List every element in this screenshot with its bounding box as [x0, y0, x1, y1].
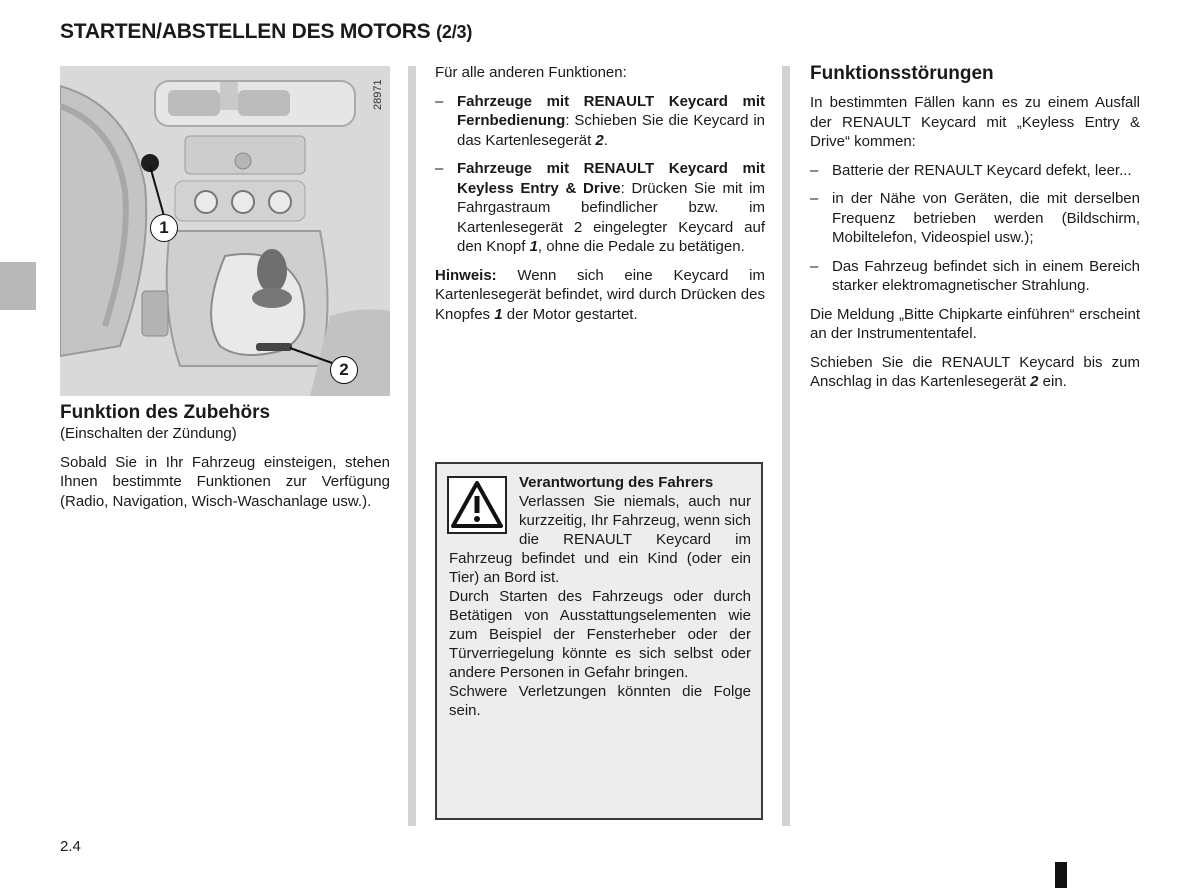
figure-ref-number: 28971 [372, 79, 384, 110]
note-end: der Motor gestartet. [502, 305, 638, 323]
page-number: 2.4 [60, 838, 81, 855]
list-dash: – [810, 257, 819, 275]
message-paragraph: Die Meldung „Bitte Chipkarte einführen“ erscheint an der Instrumententafel. [810, 305, 1140, 342]
list-item [435, 159, 765, 257]
note-button-ref: 1 [494, 305, 503, 323]
list-item [810, 189, 1140, 248]
list-item [435, 92, 765, 151]
warning-box [435, 462, 763, 820]
warning-text [449, 473, 751, 720]
remote-keycard-text: : Schieben Sie die Keycard in das Kartenlesegerät [457, 112, 765, 149]
page-corner-mark [1055, 862, 1067, 888]
malfunction-intro: In bestimmten Fällen kann es zu einem Ausfall der RENAULT Keycard mit „Keyless Entry & Drive“ kommen: [810, 94, 1140, 150]
other-functions-intro: Für alle anderen Funktionen: [435, 64, 627, 81]
page-title-text: STARTEN/ABSTELLEN DES MOTORS [60, 20, 431, 43]
list-item [810, 161, 1140, 181]
dashboard-drawing [60, 66, 390, 396]
list-item [810, 257, 1140, 296]
keyless-keycard-end: , ohne die Pedale zu betätigen. [537, 238, 745, 255]
malfunction-heading: Funktionsstörungen [810, 63, 994, 84]
card-reader-ref: 2 [595, 131, 604, 149]
insert-card-paragraph [810, 353, 1140, 392]
page-title [60, 20, 472, 44]
keyless-keycard-text: : Drücken Sie mit im Fahrgastraum befindlicher bzw. im Kartenlesegerät 2 eingelegter Keycard auf den Knopf [457, 179, 765, 255]
callout-1: 1 [150, 214, 178, 242]
button-ref: 1 [529, 238, 538, 255]
right-column [810, 63, 1140, 401]
warning-paragraph-3: Schwere Verletzungen könnten die Folge sein. [449, 683, 751, 719]
column-separator-left [408, 66, 416, 826]
malfunction-item-radiation: Das Fahrzeug befindet sich in einem Bereich starker elektromagnetischer Strahlung. [832, 257, 1140, 294]
accessory-heading: Funktion des Zubehörs [60, 402, 271, 423]
note-paragraph [435, 266, 765, 325]
insert-card-text: Schieben Sie die RENAULT Keycard bis zum Anschlag in das Kartenlesegerät [810, 353, 1140, 390]
accessory-subheading: (Einschalten der Zündung) [60, 425, 237, 442]
warning-title: Verantwortung des Fahrers [519, 474, 714, 491]
list-dash: – [435, 160, 444, 177]
left-column [60, 402, 390, 520]
dashboard-illustration [60, 66, 390, 396]
remote-keycard-label: Fahrzeuge mit RENAULT Keycard mit Fernbedienung [457, 92, 765, 129]
malfunction-item-battery: Batterie der RENAULT Keycard defekt, leer... [832, 161, 1132, 179]
list-dash: – [810, 161, 819, 179]
insert-card-ref: 2 [1030, 373, 1039, 390]
warning-paragraph-2: Durch Starten des Fahrzeugs oder durch Betätigen von Ausstattungselementen wie zum Beispiel der Fensterheber oder der Türverriegelung könnte es sich selbst oder andere Personen in Gefahr bringen. [449, 588, 751, 681]
warning-paragraph-1: Verlassen Sie niemals, auch nur kurzzeitig, Ihr Fahrzeug, wenn sich die RENAULT Keycard im Fahrzeug befindet und ein Kind (oder ein Tier) an Bord ist. [449, 493, 751, 586]
chapter-tab [0, 262, 36, 310]
note-text: Wenn sich eine Keycard im Kartenlesegerät befindet, wird durch Drücken des Knopfes [435, 266, 765, 323]
page-title-suffix: (2/3) [436, 22, 473, 42]
keyless-keycard-label: Fahrzeuge mit RENAULT Keycard mit Keyless Entry & Drive [457, 160, 765, 197]
list-dash: – [435, 92, 444, 110]
list-dash: – [810, 190, 819, 207]
middle-column [435, 63, 765, 333]
column-separator-right [782, 66, 790, 826]
callout-2: 2 [330, 356, 358, 384]
remote-keycard-end: . [603, 131, 608, 149]
accessory-paragraph: Sobald Sie in Ihr Fahrzeug einsteigen, stehen Ihnen bestimmte Funktionen zur Verfügung (Radio, Navigation, Wisch-Waschanlage usw.). [60, 453, 390, 510]
note-label: Hinweis: [435, 266, 497, 284]
insert-card-end: ein. [1038, 373, 1067, 390]
malfunction-item-frequency: in der Nähe von Geräten, die mit derselben Frequenz betrieben werden (Bildschirm, Mobiltelefon, Videospiel usw.); [832, 190, 1140, 246]
